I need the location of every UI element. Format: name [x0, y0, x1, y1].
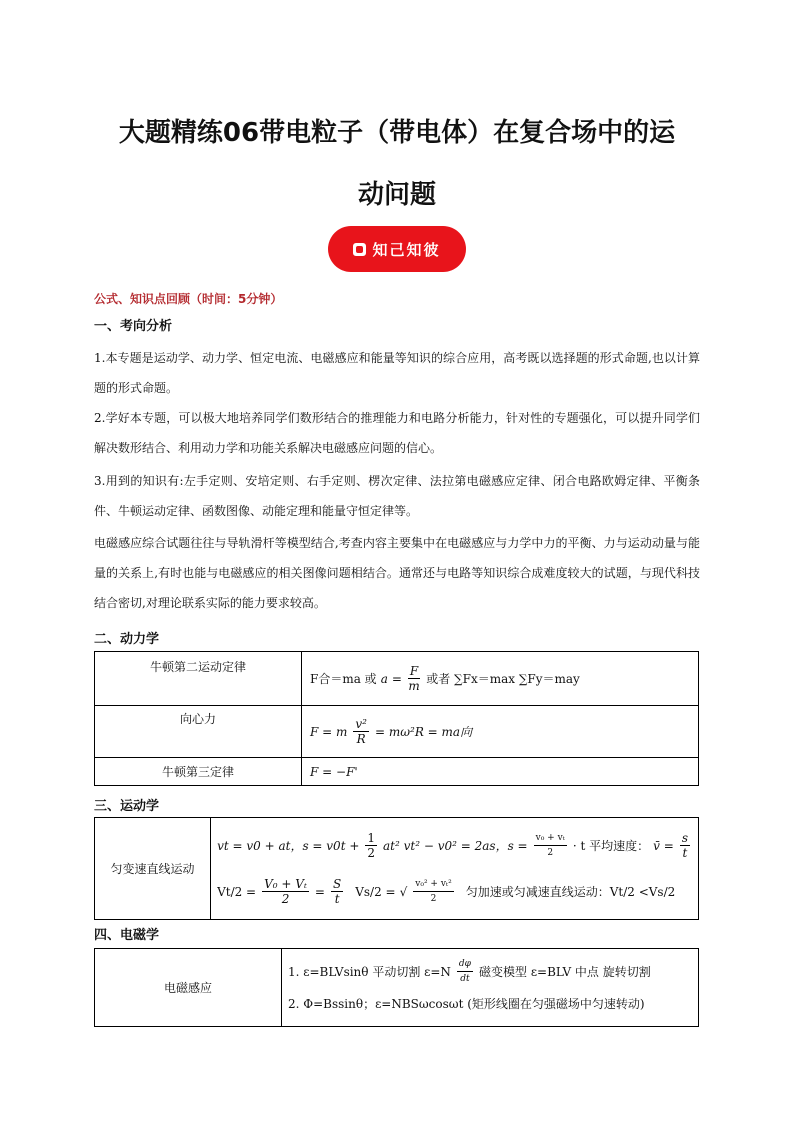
table-row [95, 652, 699, 706]
kinematics-table [94, 817, 699, 920]
review-heading: 公式、知识点回顾（时间：5分钟） [94, 292, 283, 306]
section2-heading: 二、动力学 [94, 632, 160, 647]
table-row [95, 758, 699, 786]
page-title-line1: 大题精练06带电粒子（带电体）在复合场中的运 [118, 118, 676, 148]
row-label: 向心力 [95, 706, 302, 758]
row-formula: F合＝ma 或 a = $\frac{F}{m}$ 或者 ∑Fx＝max ∑Fy＝may [302, 652, 699, 706]
row-label: 牛顿第二运动定律 [95, 652, 302, 706]
section3-heading: 三、运动学 [94, 799, 160, 814]
row-formula: vt = v0 + at，s = v0t + $\frac{1}{2}$ at² vt² − v0² = 2as，s = $\frac{\text{v₀ + vₜ}}{2}$ · t 平均速度： v̄ = $\frac{s}{t}$ Vt/2 = $\frac{\text{V₀ + Vₜ}}{2}$ = $\frac{S}{t}$ Vs/2 = √ $\frac{\text{v₀² + vₜ²}}{2}$ 匀加速或匀减速直线运动：Vt/2 <Vs/2 [211, 818, 699, 920]
row-label: 匀变速直线运动 [95, 818, 211, 920]
row-label: 电磁感应 [95, 949, 282, 1027]
section1-paragraph-1: 1.本专题是运动学、动力学、恒定电流、电磁感应和能量等知识的综合应用，高考既以选择题的形式命题,也以计算题的形式命题。 [94, 351, 700, 395]
row-formula: F = m $\frac{\text{v²}}{R}$ = mω²R = ma向 [302, 706, 699, 758]
section4-heading: 四、电磁学 [94, 928, 160, 943]
table-row [95, 706, 699, 758]
row-formula: F = −F' [302, 758, 699, 786]
table-row [95, 818, 699, 920]
app-logo-icon [353, 243, 366, 256]
section1-paragraph-4: 电磁感应综合试题往往与导轨滑杆等模型结合,考查内容主要集中在电磁感应与力学中力的平衡、力与运动动量与能量的关系上,有时也能与电磁感应的相关图像问题相结合。通常还与电路等知识综合成难度较大的试题，与现代科技结合密切,对理论联系实际的能力要求较高。 [94, 536, 700, 610]
row-label: 牛顿第三定律 [95, 758, 302, 786]
brand-badge-label: 知己知彼 [372, 240, 441, 259]
page-title-line2: 动问题 [357, 180, 436, 210]
brand-badge [328, 226, 466, 272]
section1-paragraph-2: 2.学好本专题，可以极大地培养同学们数形结合的推理能力和电路分析能力，针对性的专题强化，可以提升同学们解决数形结合、利用动力学和功能关系解决电磁感应问题的信心。 [94, 411, 700, 455]
section1-paragraph-3: 3.用到的知识有:左手定则、安培定则、右手定则、楞次定律、法拉第电磁感应定律、闭合电路欧姆定律、平衡条件、牛顿运动定律、函数图像、动能定理和能量守恒定律等。 [94, 474, 700, 518]
section1-heading: 一、考向分析 [94, 319, 173, 334]
row-formula: 1. ε=BLVsinθ 平动切割 ε=N $\frac{d\varphi}{dt}$ 磁变模型 ε=BLV 中点 旋转切割 2. Φ=Bssinθ；ε=NBSωcosωt (矩形线圈在匀强磁场中匀速转动) [282, 949, 699, 1027]
electromagnetism-table [94, 948, 699, 1027]
dynamics-table [94, 651, 699, 786]
table-row [95, 949, 699, 1027]
